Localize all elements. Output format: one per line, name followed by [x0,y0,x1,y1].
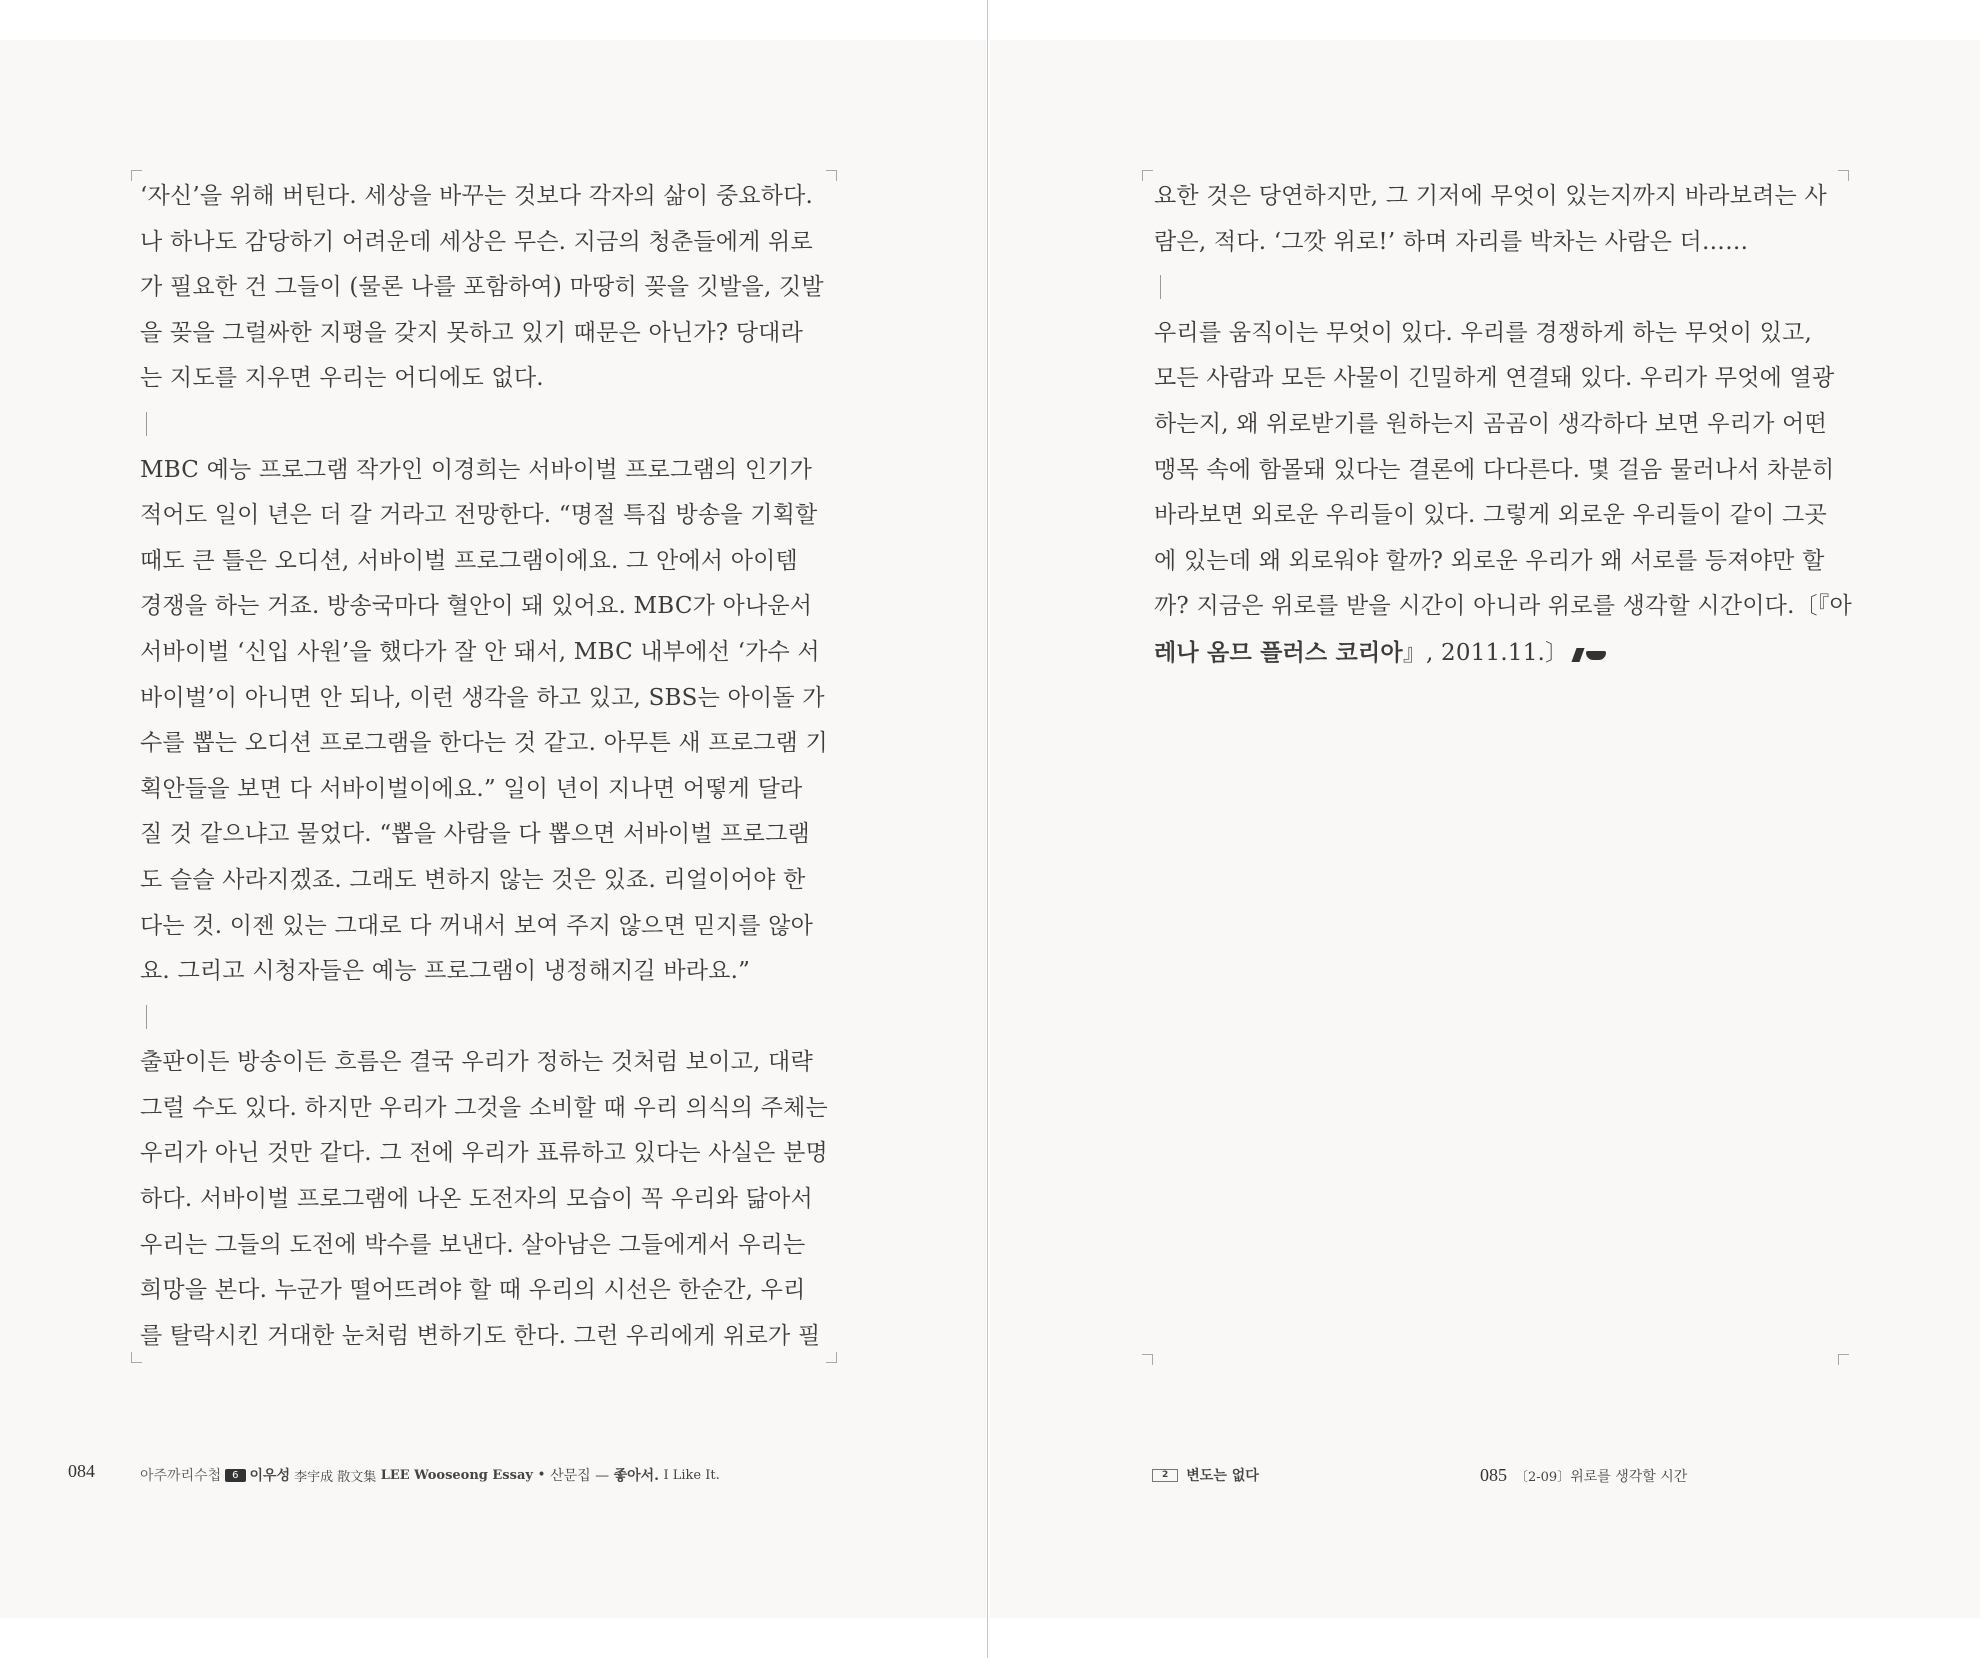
book-icon [1586,651,1606,660]
text-line: 때도 큰 틀은 오디션, 서바이벌 프로그램이에요. 그 안에서 아이템 [140,547,798,574]
text-line: 획안들을 보면 다 서바이벌이에요.” 일이 년이 지나면 어떻게 달라 [140,775,803,802]
book-title-en: I Like It. [663,1467,720,1483]
source-line [1154,630,1844,676]
chapter-footer [1152,1465,1259,1485]
hanja-title: 李宇成 散文集 [294,1469,377,1485]
text-line: 그럴 수도 있다. 하지만 우리가 그것을 소비할 때 우리 의식의 주체는 [140,1094,828,1121]
text-line: 요한 것은 당연하지만, 그 기저에 무엇이 있는지까지 바라보려는 사 [1154,183,1827,209]
text-line: 요. 그리고 시청자들은 예능 프로그램이 냉정해지길 바라요.” [140,958,751,985]
text-line: 를 탈락시킨 거대한 눈처럼 변하기도 한다. 그런 우리에게 위로가 필 [140,1322,821,1349]
volume-badge: 6 [225,1469,245,1482]
text-line: 까? 지금은 위로를 받을 시간이 아니라 위로를 생각할 시간이다.〔『아 [1154,593,1852,620]
crop-mark-top-left [1142,170,1153,181]
text-line: ‘자신’을 위해 버틴다. 세상을 바꾸는 것보다 각자의 삶이 중요하다. [140,183,814,209]
paragraph-separator [140,995,840,1041]
text-line: 다는 것. 이젠 있는 그대로 다 꺼내서 보여 주지 않으면 믿지를 않아 [140,912,814,939]
text-line: 우리가 아닌 것만 같다. 그 전에 우리가 표류하고 있다는 사실은 분명 [140,1140,828,1167]
text-line: 을 꽂을 그럴싸한 지평을 갖지 못하고 있기 때문은 아닌가? 당대라 [140,319,803,346]
text-line: 맹목 속에 함몰돼 있다는 결론에 다다른다. 몇 걸음 물러나서 차분히 [1154,456,1835,483]
text-line: 출판이든 방송이든 흐름은 결국 우리가 정하는 것처럼 보이고, 대략 [140,1049,813,1076]
page-number-left: 084 [68,1461,95,1481]
running-footer-left [140,1465,720,1485]
text-line: 나 하나도 감당하기 어려운데 세상은 무슨. 지금의 청춘들에게 위로 [140,228,813,255]
text-line: 에 있는데 왜 외로워야 할까? 외로운 우리가 왜 서로를 등져야만 할 [1154,547,1825,574]
section-code: 〔2-09〕 [1515,1470,1571,1485]
bullet: • [537,1467,546,1483]
text-line: 가 필요한 건 그들이 (물론 나를 포함하여) 마땅히 꽂을 깃발을, 깃발 [140,274,824,301]
text-line: 경쟁을 하는 거죠. 방송국마다 혈안이 돼 있어요. MBC가 아나운서 [140,593,813,620]
english-title: LEE Wooseong Essay [380,1467,533,1483]
text-line: 질 것 같으냐고 물었다. “뽑을 사람을 다 뽑으면 서바이벌 프로그램 [140,821,810,848]
text-line: 바라보면 외로운 우리들이 있다. 그렇게 외로운 우리들이 같이 그곳 [1154,502,1827,529]
right-body-text [1154,174,1852,676]
text-line: 적어도 일이 년은 더 갈 거라고 전망한다. “명절 특집 방송을 기획할 [140,502,818,529]
text-line: 우리를 움직이는 무엇이 있다. 우리를 경쟁하게 하는 무엇이 있고, [1154,319,1812,346]
text-line: 서바이벌 ‘신입 사원’을 했다가 잘 안 돼서, MBC 내부에선 ‘가수 서 [140,638,820,665]
page-number-right: 085 [1480,1465,1507,1485]
left-body-text [140,174,840,1359]
source-title: 레나 옴므 플러스 코리아 [1154,638,1403,666]
pencil-icon [1572,648,1585,662]
crop-mark-bottom-right [1838,1354,1849,1365]
book-title: 좋아서. [613,1468,660,1484]
paragraph-separator [140,402,840,448]
running-footer-right [1480,1465,1687,1486]
text-line: 람은, 적다. ‘그깟 위로!’ 하며 자리를 박차는 사람은 더…… [1154,228,1749,255]
section-title: 위로를 생각할 시간 [1570,1468,1688,1485]
source-date: 』, 2011.11.〕 [1402,639,1569,666]
text-line: 하다. 서바이벌 프로그램에 나온 도전자의 모습이 꼭 우리와 닮아서 [140,1186,813,1213]
text-line: 희망을 본다. 누군가 떨어뜨려야 할 때 우리의 시선은 한순간, 우리 [140,1277,806,1304]
text-line: 도 슬슬 사라지겠죠. 그래도 변하지 않는 것은 있죠. 리얼이어야 한 [140,866,806,893]
author-name: 이우성 [249,1468,291,1484]
text-line: MBC 예능 프로그램 작가인 이경희는 서바이벌 프로그램의 인기가 [140,456,813,483]
text-line: 하는지, 왜 위로받기를 원하는지 곰곰이 생각하다 보면 우리가 어떤 [1154,410,1827,437]
text-line: 바이벌’이 아니면 안 되나, 이런 생각을 하고 있고, SBS는 아이돌 가 [140,684,825,711]
collection-label: 산문집 — [550,1468,610,1484]
text-line: 는 지도를 지우면 우리는 어디에도 없다. [140,365,544,392]
chapter-title: 변도는 없다 [1186,1468,1259,1484]
text-line: 우리는 그들의 도전에 박수를 보낸다. 살아남은 그들에게서 우리는 [140,1231,806,1258]
crop-mark-bottom-left [1142,1354,1153,1365]
gutter-line [987,0,988,1658]
series-name: 아주까리수첩 [140,1468,222,1484]
text-line: 모든 사람과 모든 사물이 긴밀하게 연결돼 있다. 우리가 무엇에 열광 [1154,365,1835,392]
paragraph-separator [1154,265,1844,311]
chapter-number-box: 2 [1152,1469,1178,1482]
text-line: 수를 뽑는 오디션 프로그램을 한다는 것 같고. 아무튼 새 프로그램 기 [140,730,828,757]
